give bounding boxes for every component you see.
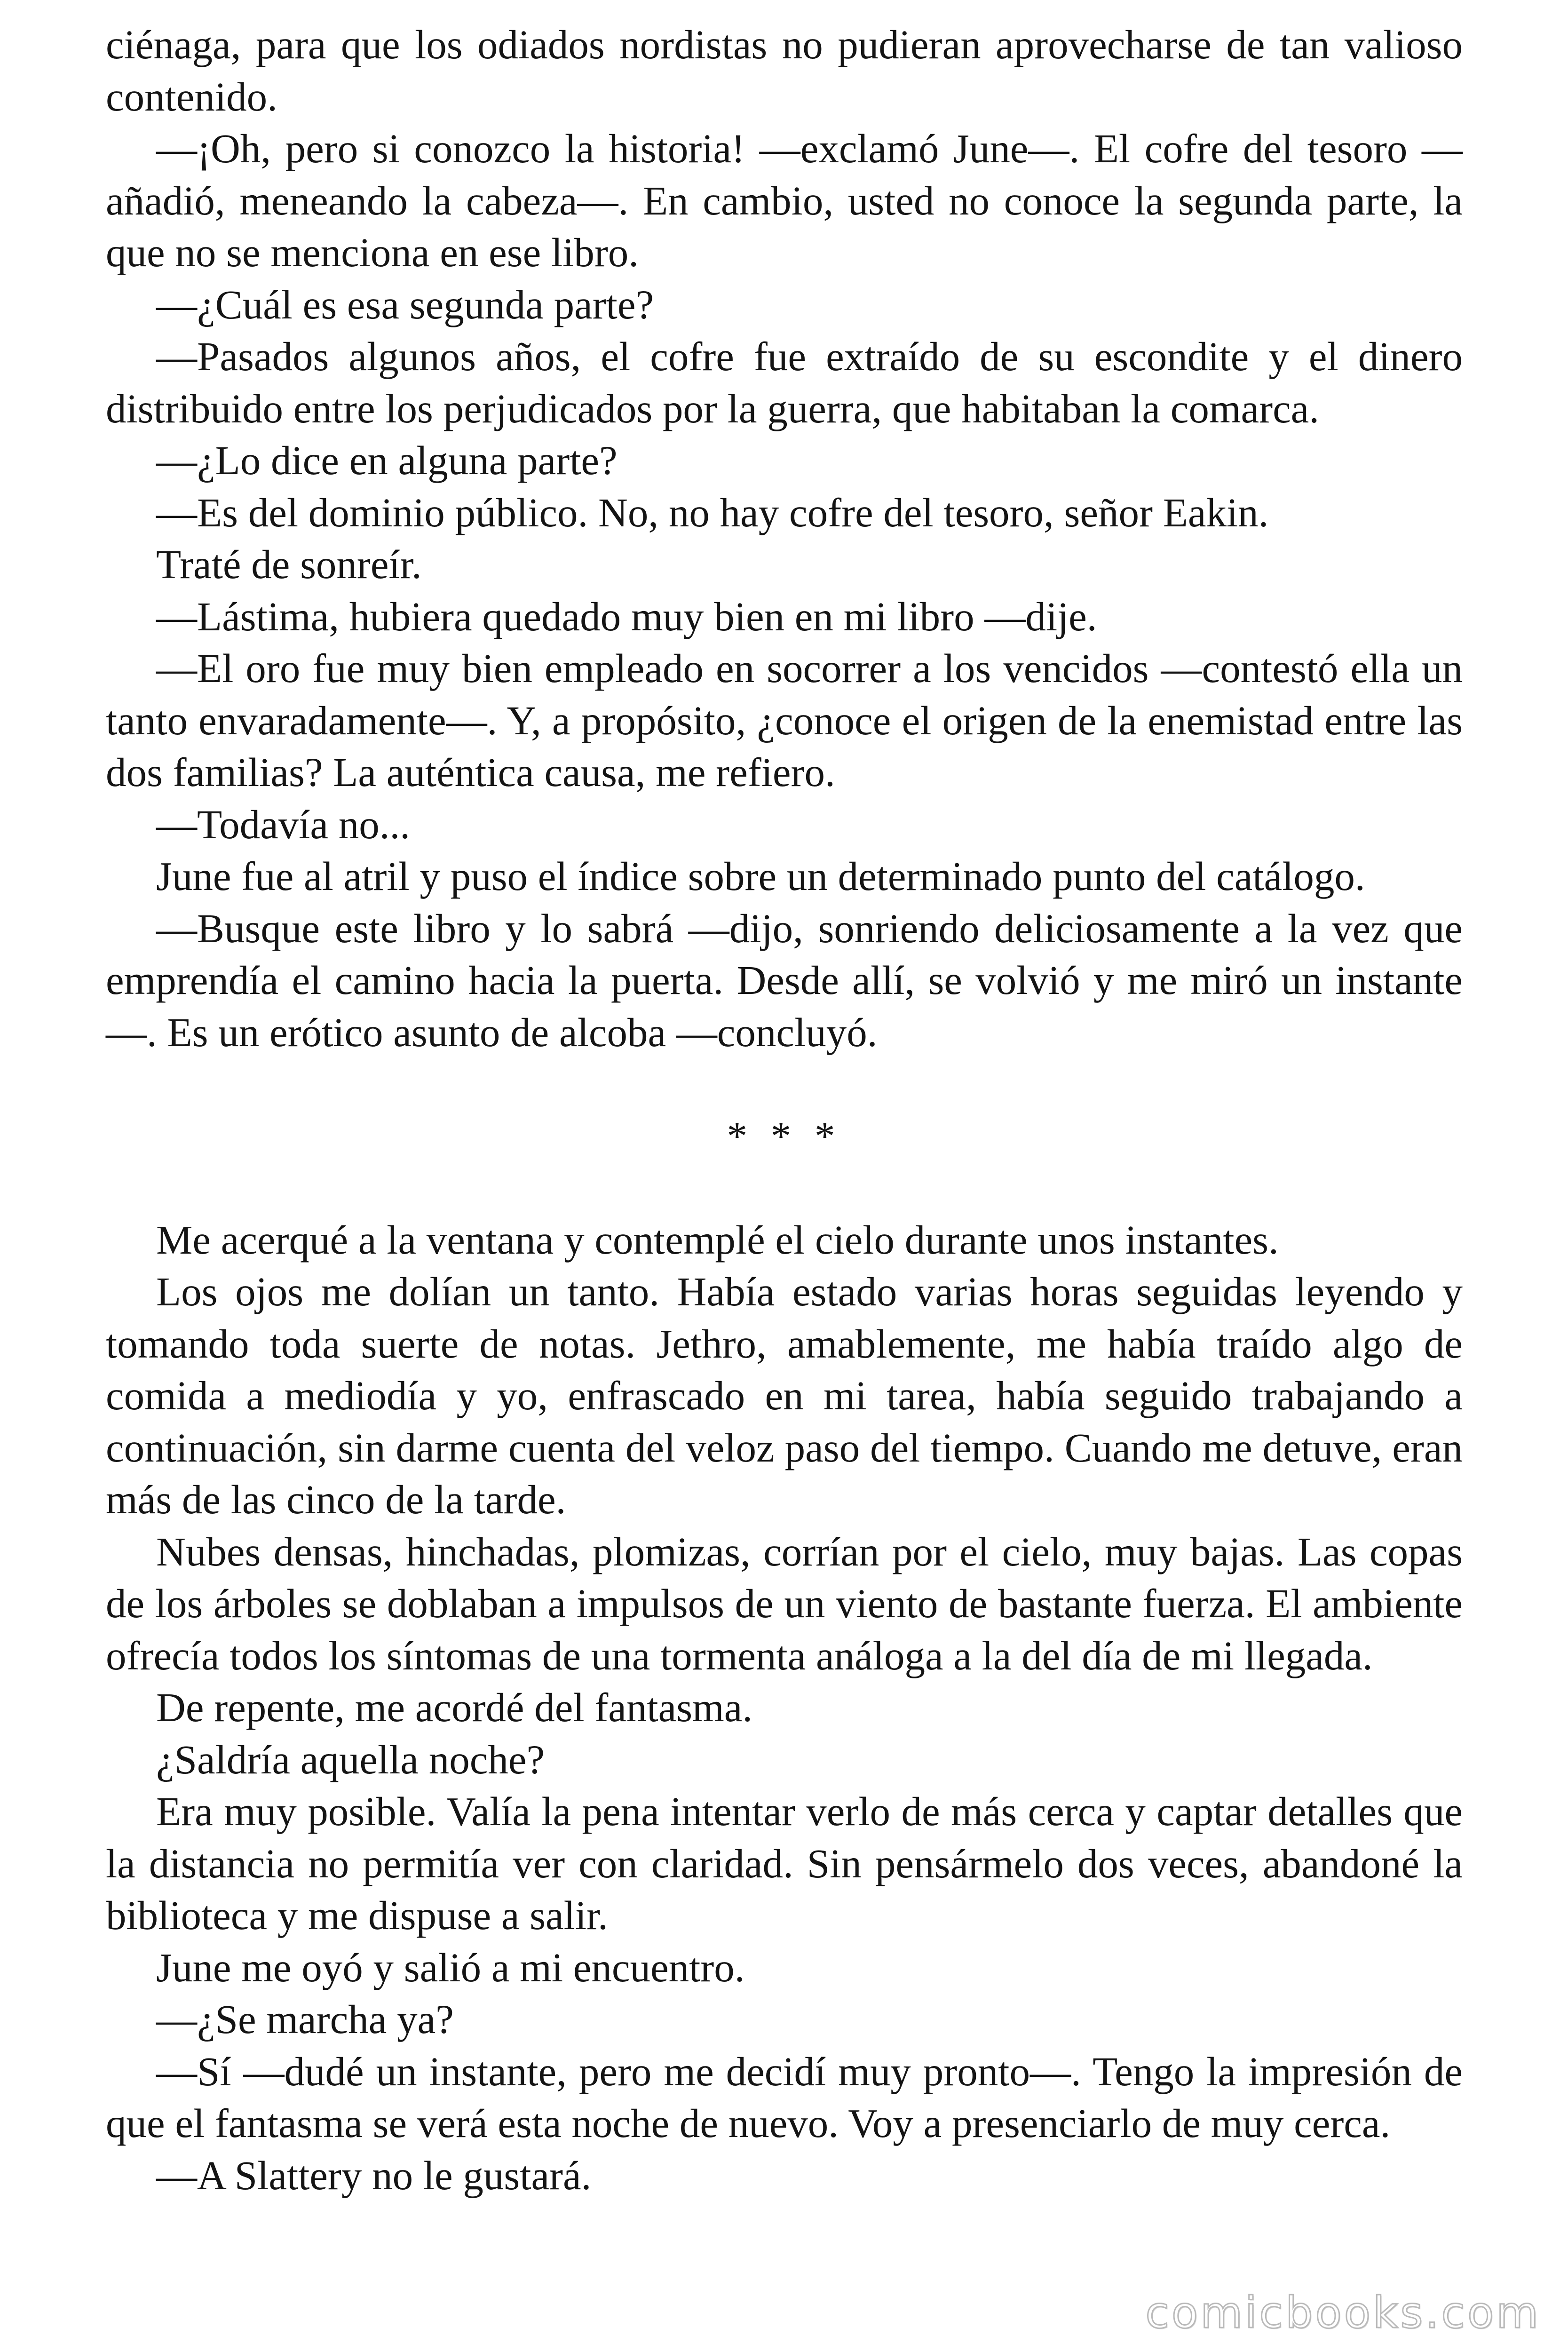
paragraph: ¿Saldría aquella noche? — [156, 1736, 545, 1782]
paragraph: —Es del dominio público. No, no hay cofre del tesoro, señor Eakin. — [156, 489, 1269, 535]
page-body — [106, 19, 1463, 2201]
paragraph: —El oro fue muy bien empleado en socorrer a los vencidos —contestó ella un tanto envaradamente—. Y, a propósito, ¿conoce el origen de la enemistad entre las dos familias? La auténtica causa, me refiero. — [106, 645, 1463, 795]
paragraph: —¡Oh, pero si conozco la historia! —exclamó June—. El cofre del tesoro —añadió, meneando la cabeza—. En cambio, usted no conoce la segunda parte, la que no se menciona en ese libro. — [106, 126, 1463, 275]
paragraph: —¿Lo dice en alguna parte? — [156, 437, 618, 483]
paragraph: Nubes densas, hinchadas, plomizas, corrían por el cielo, muy bajas. Las copas de los árboles se doblaban a impulsos de un viento de bastante fuerza. El ambiente ofrecía todos los síntomas de una tormenta análoga a la del día de mi llegada. — [106, 1528, 1463, 1678]
scene-break-separator: * * * — [727, 1113, 842, 1159]
paragraph: Traté de sonreír. — [156, 541, 422, 587]
paragraph: —Busque este libro y lo sabrá —dijo, sonriendo deliciosamente a la vez que emprendía el camino hacia la puerta. Desde allí, se volvió y me miró un instante—. Es un erótico asunto de alcoba —concluyó. — [106, 905, 1463, 1055]
paragraph: June fue al atril y puso el índice sobre un determinado punto del catálogo. — [156, 853, 1365, 899]
paragraph: Era muy posible. Valía la pena intentar verlo de más cerca y captar detalles que la distancia no permitía ver con claridad. Sin pensármelo dos veces, abandoné la biblioteca y me dispuse a salir. — [106, 1788, 1463, 1938]
paragraph: June me oyó y salió a mi encuentro. — [156, 1944, 745, 1990]
watermark-text: comicbooks.com — [1145, 2288, 1541, 2338]
paragraph: —Pasados algunos años, el cofre fue extraído de su escondite y el dinero distribuido entre los perjudicados por la guerra, que habitaban la comarca. — [106, 334, 1463, 431]
paragraph: De repente, me acordé del fantasma. — [156, 1685, 753, 1730]
paragraph: Los ojos me dolían un tanto. Había estado varias horas seguidas leyendo y tomando toda suerte de notas. Jethro, amablemente, me había traído algo de comida a mediodía y yo, enfrascado en mi tarea, había seguido trabajando a continuación, sin darme cuenta del veloz paso del tiempo. Cuando me detuve, eran más de las cinco de la tarde. — [106, 1269, 1463, 1522]
paragraph: —Todavía no... — [156, 801, 410, 847]
paragraph: ciénaga, para que los odiados nordistas no pudieran aprovecharse de tan valioso contenido. — [106, 22, 1463, 119]
paragraph: —A Slattery no le gustará. — [156, 2152, 592, 2198]
paragraph: —¿Cuál es esa segunda parte? — [156, 281, 654, 327]
paragraph: —¿Se marcha ya? — [156, 1996, 454, 2042]
paragraph: —Sí —dudé un instante, pero me decidí muy pronto—. Tengo la impresión de que el fantasma se verá esta noche de nuevo. Voy a presenciarlo de muy cerca. — [106, 2048, 1463, 2146]
paragraph: Me acerqué a la ventana y contemplé el cielo durante unos instantes. — [156, 1216, 1279, 1263]
paragraph: —Lástima, hubiera quedado muy bien en mi libro —dije. — [156, 593, 1097, 639]
